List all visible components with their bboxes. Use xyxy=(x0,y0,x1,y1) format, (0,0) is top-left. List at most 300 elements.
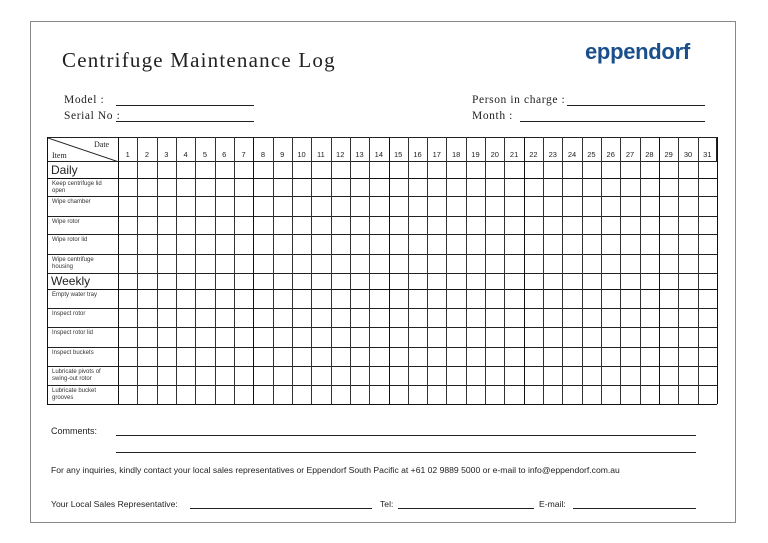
checkbox-cell[interactable] xyxy=(409,197,426,215)
checkbox-cell[interactable] xyxy=(235,367,252,384)
checkbox-cell[interactable] xyxy=(390,255,407,272)
checkbox-cell[interactable] xyxy=(274,217,291,233)
checkbox-cell[interactable] xyxy=(274,179,291,195)
checkbox-cell[interactable] xyxy=(158,367,175,384)
checkbox-cell[interactable] xyxy=(254,197,271,215)
checkbox-cell[interactable] xyxy=(641,309,658,326)
checkbox-cell[interactable] xyxy=(525,197,542,215)
checkbox-cell[interactable] xyxy=(274,367,291,384)
checkbox-cell[interactable] xyxy=(525,290,542,307)
checkbox-cell[interactable] xyxy=(312,179,329,195)
checkbox-cell[interactable] xyxy=(312,290,329,307)
checkbox-cell[interactable] xyxy=(158,328,175,346)
checkbox-cell[interactable] xyxy=(486,197,503,215)
checkbox-cell[interactable] xyxy=(447,179,464,195)
checkbox-cell[interactable] xyxy=(563,255,580,272)
checkbox-cell[interactable] xyxy=(138,255,155,272)
checkbox-cell[interactable] xyxy=(641,235,658,253)
checkbox-cell[interactable] xyxy=(177,367,194,384)
checkbox-cell[interactable] xyxy=(158,290,175,307)
checkbox-cell[interactable] xyxy=(177,328,194,346)
checkbox-cell[interactable] xyxy=(641,367,658,384)
checkbox-cell[interactable] xyxy=(119,348,136,365)
checkbox-cell[interactable] xyxy=(699,255,716,272)
checkbox-cell[interactable] xyxy=(274,348,291,365)
checkbox-cell[interactable] xyxy=(390,386,407,403)
checkbox-cell[interactable] xyxy=(583,235,600,253)
checkbox-cell[interactable] xyxy=(158,255,175,272)
month-input-line[interactable] xyxy=(520,121,705,122)
checkbox-cell[interactable] xyxy=(660,367,677,384)
checkbox-cell[interactable] xyxy=(235,290,252,307)
checkbox-cell[interactable] xyxy=(447,367,464,384)
checkbox-cell[interactable] xyxy=(119,217,136,233)
checkbox-cell[interactable] xyxy=(428,179,445,195)
checkbox-cell[interactable] xyxy=(428,386,445,403)
checkbox-cell[interactable] xyxy=(602,290,619,307)
checkbox-cell[interactable] xyxy=(409,309,426,326)
checkbox-cell[interactable] xyxy=(583,367,600,384)
checkbox-cell[interactable] xyxy=(138,179,155,195)
checkbox-cell[interactable] xyxy=(428,328,445,346)
checkbox-cell[interactable] xyxy=(351,348,368,365)
checkbox-cell[interactable] xyxy=(390,309,407,326)
checkbox-cell[interactable] xyxy=(602,309,619,326)
checkbox-cell[interactable] xyxy=(447,328,464,346)
checkbox-cell[interactable] xyxy=(409,179,426,195)
checkbox-cell[interactable] xyxy=(235,217,252,233)
checkbox-cell[interactable] xyxy=(351,309,368,326)
checkbox-cell[interactable] xyxy=(621,309,638,326)
checkbox-cell[interactable] xyxy=(312,235,329,253)
checkbox-cell[interactable] xyxy=(119,328,136,346)
checkbox-cell[interactable] xyxy=(505,328,522,346)
checkbox-cell[interactable] xyxy=(216,348,233,365)
checkbox-cell[interactable] xyxy=(428,367,445,384)
checkbox-cell[interactable] xyxy=(409,255,426,272)
checkbox-cell[interactable] xyxy=(254,309,271,326)
checkbox-cell[interactable] xyxy=(138,197,155,215)
checkbox-cell[interactable] xyxy=(428,235,445,253)
checkbox-cell[interactable] xyxy=(679,367,696,384)
checkbox-cell[interactable] xyxy=(621,255,638,272)
checkbox-cell[interactable] xyxy=(699,386,716,403)
checkbox-cell[interactable] xyxy=(621,386,638,403)
checkbox-cell[interactable] xyxy=(525,255,542,272)
checkbox-cell[interactable] xyxy=(138,348,155,365)
checkbox-cell[interactable] xyxy=(602,348,619,365)
checkbox-cell[interactable] xyxy=(544,255,561,272)
checkbox-cell[interactable] xyxy=(370,235,387,253)
checkbox-cell[interactable] xyxy=(312,367,329,384)
checkbox-cell[interactable] xyxy=(235,309,252,326)
checkbox-cell[interactable] xyxy=(505,179,522,195)
checkbox-cell[interactable] xyxy=(544,309,561,326)
model-input-line[interactable] xyxy=(116,105,254,106)
checkbox-cell[interactable] xyxy=(544,386,561,403)
checkbox-cell[interactable] xyxy=(196,386,213,403)
checkbox-cell[interactable] xyxy=(621,217,638,233)
comments-line-2[interactable] xyxy=(116,452,696,453)
checkbox-cell[interactable] xyxy=(467,348,484,365)
checkbox-cell[interactable] xyxy=(390,217,407,233)
checkbox-cell[interactable] xyxy=(138,309,155,326)
checkbox-cell[interactable] xyxy=(447,386,464,403)
checkbox-cell[interactable] xyxy=(235,386,252,403)
checkbox-cell[interactable] xyxy=(679,255,696,272)
checkbox-cell[interactable] xyxy=(660,348,677,365)
checkbox-cell[interactable] xyxy=(293,235,310,253)
checkbox-cell[interactable] xyxy=(196,290,213,307)
checkbox-cell[interactable] xyxy=(486,217,503,233)
checkbox-cell[interactable] xyxy=(602,328,619,346)
checkbox-cell[interactable] xyxy=(467,217,484,233)
checkbox-cell[interactable] xyxy=(525,386,542,403)
checkbox-cell[interactable] xyxy=(428,197,445,215)
checkbox-cell[interactable] xyxy=(274,197,291,215)
checkbox-cell[interactable] xyxy=(641,386,658,403)
checkbox-cell[interactable] xyxy=(602,217,619,233)
checkbox-cell[interactable] xyxy=(332,197,349,215)
checkbox-cell[interactable] xyxy=(544,217,561,233)
checkbox-cell[interactable] xyxy=(563,367,580,384)
checkbox-cell[interactable] xyxy=(254,179,271,195)
checkbox-cell[interactable] xyxy=(467,255,484,272)
checkbox-cell[interactable] xyxy=(583,197,600,215)
checkbox-cell[interactable] xyxy=(235,235,252,253)
checkbox-cell[interactable] xyxy=(525,328,542,346)
checkbox-cell[interactable] xyxy=(525,367,542,384)
person-input-line[interactable] xyxy=(567,105,705,106)
checkbox-cell[interactable] xyxy=(486,386,503,403)
checkbox-cell[interactable] xyxy=(621,290,638,307)
checkbox-cell[interactable] xyxy=(641,179,658,195)
checkbox-cell[interactable] xyxy=(602,197,619,215)
checkbox-cell[interactable] xyxy=(332,235,349,253)
checkbox-cell[interactable] xyxy=(274,386,291,403)
comments-line-1[interactable] xyxy=(116,435,696,436)
checkbox-cell[interactable] xyxy=(679,197,696,215)
checkbox-cell[interactable] xyxy=(660,179,677,195)
checkbox-cell[interactable] xyxy=(196,235,213,253)
checkbox-cell[interactable] xyxy=(158,348,175,365)
checkbox-cell[interactable] xyxy=(679,309,696,326)
checkbox-cell[interactable] xyxy=(235,255,252,272)
checkbox-cell[interactable] xyxy=(409,386,426,403)
checkbox-cell[interactable] xyxy=(332,386,349,403)
checkbox-cell[interactable] xyxy=(158,197,175,215)
checkbox-cell[interactable] xyxy=(544,290,561,307)
checkbox-cell[interactable] xyxy=(293,386,310,403)
checkbox-cell[interactable] xyxy=(370,386,387,403)
checkbox-cell[interactable] xyxy=(660,197,677,215)
sales-rep-input-line[interactable] xyxy=(190,508,372,509)
checkbox-cell[interactable] xyxy=(563,328,580,346)
checkbox-cell[interactable] xyxy=(158,235,175,253)
checkbox-cell[interactable] xyxy=(409,235,426,253)
checkbox-cell[interactable] xyxy=(196,348,213,365)
checkbox-cell[interactable] xyxy=(447,290,464,307)
checkbox-cell[interactable] xyxy=(505,255,522,272)
checkbox-cell[interactable] xyxy=(641,197,658,215)
checkbox-cell[interactable] xyxy=(196,197,213,215)
checkbox-cell[interactable] xyxy=(544,197,561,215)
checkbox-cell[interactable] xyxy=(370,367,387,384)
checkbox-cell[interactable] xyxy=(293,328,310,346)
checkbox-cell[interactable] xyxy=(293,290,310,307)
checkbox-cell[interactable] xyxy=(679,217,696,233)
checkbox-cell[interactable] xyxy=(312,197,329,215)
checkbox-cell[interactable] xyxy=(390,290,407,307)
checkbox-cell[interactable] xyxy=(621,179,638,195)
checkbox-cell[interactable] xyxy=(525,348,542,365)
checkbox-cell[interactable] xyxy=(660,386,677,403)
checkbox-cell[interactable] xyxy=(544,235,561,253)
checkbox-cell[interactable] xyxy=(332,348,349,365)
checkbox-cell[interactable] xyxy=(409,367,426,384)
checkbox-cell[interactable] xyxy=(158,217,175,233)
checkbox-cell[interactable] xyxy=(177,217,194,233)
checkbox-cell[interactable] xyxy=(621,235,638,253)
checkbox-cell[interactable] xyxy=(544,367,561,384)
checkbox-cell[interactable] xyxy=(351,367,368,384)
checkbox-cell[interactable] xyxy=(699,367,716,384)
checkbox-cell[interactable] xyxy=(274,255,291,272)
checkbox-cell[interactable] xyxy=(138,235,155,253)
checkbox-cell[interactable] xyxy=(293,348,310,365)
checkbox-cell[interactable] xyxy=(583,309,600,326)
checkbox-cell[interactable] xyxy=(467,235,484,253)
checkbox-cell[interactable] xyxy=(563,290,580,307)
checkbox-cell[interactable] xyxy=(583,217,600,233)
checkbox-cell[interactable] xyxy=(525,179,542,195)
checkbox-cell[interactable] xyxy=(254,290,271,307)
checkbox-cell[interactable] xyxy=(660,290,677,307)
checkbox-cell[interactable] xyxy=(138,290,155,307)
checkbox-cell[interactable] xyxy=(679,348,696,365)
checkbox-cell[interactable] xyxy=(312,348,329,365)
checkbox-cell[interactable] xyxy=(274,309,291,326)
checkbox-cell[interactable] xyxy=(138,328,155,346)
checkbox-cell[interactable] xyxy=(699,328,716,346)
checkbox-cell[interactable] xyxy=(274,328,291,346)
checkbox-cell[interactable] xyxy=(177,309,194,326)
checkbox-cell[interactable] xyxy=(235,348,252,365)
checkbox-cell[interactable] xyxy=(428,309,445,326)
checkbox-cell[interactable] xyxy=(351,235,368,253)
checkbox-cell[interactable] xyxy=(505,217,522,233)
checkbox-cell[interactable] xyxy=(312,386,329,403)
checkbox-cell[interactable] xyxy=(119,290,136,307)
checkbox-cell[interactable] xyxy=(138,217,155,233)
checkbox-cell[interactable] xyxy=(390,197,407,215)
checkbox-cell[interactable] xyxy=(679,235,696,253)
checkbox-cell[interactable] xyxy=(158,386,175,403)
checkbox-cell[interactable] xyxy=(293,197,310,215)
checkbox-cell[interactable] xyxy=(486,348,503,365)
checkbox-cell[interactable] xyxy=(525,235,542,253)
checkbox-cell[interactable] xyxy=(332,179,349,195)
checkbox-cell[interactable] xyxy=(505,309,522,326)
checkbox-cell[interactable] xyxy=(119,255,136,272)
checkbox-cell[interactable] xyxy=(370,179,387,195)
checkbox-cell[interactable] xyxy=(312,309,329,326)
checkbox-cell[interactable] xyxy=(486,235,503,253)
checkbox-cell[interactable] xyxy=(699,290,716,307)
checkbox-cell[interactable] xyxy=(621,367,638,384)
checkbox-cell[interactable] xyxy=(312,255,329,272)
checkbox-cell[interactable] xyxy=(390,328,407,346)
checkbox-cell[interactable] xyxy=(351,179,368,195)
checkbox-cell[interactable] xyxy=(583,348,600,365)
checkbox-cell[interactable] xyxy=(563,348,580,365)
checkbox-cell[interactable] xyxy=(216,255,233,272)
checkbox-cell[interactable] xyxy=(409,348,426,365)
checkbox-cell[interactable] xyxy=(505,367,522,384)
checkbox-cell[interactable] xyxy=(293,309,310,326)
checkbox-cell[interactable] xyxy=(274,290,291,307)
checkbox-cell[interactable] xyxy=(544,179,561,195)
checkbox-cell[interactable] xyxy=(660,309,677,326)
checkbox-cell[interactable] xyxy=(196,328,213,346)
checkbox-cell[interactable] xyxy=(602,367,619,384)
checkbox-cell[interactable] xyxy=(467,179,484,195)
checkbox-cell[interactable] xyxy=(660,217,677,233)
checkbox-cell[interactable] xyxy=(563,309,580,326)
checkbox-cell[interactable] xyxy=(119,386,136,403)
checkbox-cell[interactable] xyxy=(177,386,194,403)
checkbox-cell[interactable] xyxy=(196,309,213,326)
checkbox-cell[interactable] xyxy=(486,255,503,272)
checkbox-cell[interactable] xyxy=(602,179,619,195)
checkbox-cell[interactable] xyxy=(332,255,349,272)
checkbox-cell[interactable] xyxy=(447,217,464,233)
checkbox-cell[interactable] xyxy=(216,179,233,195)
checkbox-cell[interactable] xyxy=(447,309,464,326)
checkbox-cell[interactable] xyxy=(254,235,271,253)
checkbox-cell[interactable] xyxy=(351,328,368,346)
checkbox-cell[interactable] xyxy=(351,386,368,403)
checkbox-cell[interactable] xyxy=(602,386,619,403)
checkbox-cell[interactable] xyxy=(216,197,233,215)
checkbox-cell[interactable] xyxy=(138,386,155,403)
checkbox-cell[interactable] xyxy=(486,328,503,346)
checkbox-cell[interactable] xyxy=(583,179,600,195)
checkbox-cell[interactable] xyxy=(467,197,484,215)
checkbox-cell[interactable] xyxy=(544,328,561,346)
checkbox-cell[interactable] xyxy=(177,348,194,365)
checkbox-cell[interactable] xyxy=(312,217,329,233)
checkbox-cell[interactable] xyxy=(293,217,310,233)
checkbox-cell[interactable] xyxy=(158,179,175,195)
checkbox-cell[interactable] xyxy=(370,290,387,307)
checkbox-cell[interactable] xyxy=(370,309,387,326)
checkbox-cell[interactable] xyxy=(505,197,522,215)
checkbox-cell[interactable] xyxy=(177,290,194,307)
checkbox-cell[interactable] xyxy=(486,290,503,307)
checkbox-cell[interactable] xyxy=(351,290,368,307)
checkbox-cell[interactable] xyxy=(177,179,194,195)
checkbox-cell[interactable] xyxy=(699,235,716,253)
checkbox-cell[interactable] xyxy=(390,367,407,384)
checkbox-cell[interactable] xyxy=(196,255,213,272)
checkbox-cell[interactable] xyxy=(660,328,677,346)
checkbox-cell[interactable] xyxy=(641,255,658,272)
checkbox-cell[interactable] xyxy=(428,217,445,233)
checkbox-cell[interactable] xyxy=(216,309,233,326)
checkbox-cell[interactable] xyxy=(699,309,716,326)
checkbox-cell[interactable] xyxy=(351,217,368,233)
checkbox-cell[interactable] xyxy=(332,367,349,384)
checkbox-cell[interactable] xyxy=(196,217,213,233)
checkbox-cell[interactable] xyxy=(177,235,194,253)
checkbox-cell[interactable] xyxy=(196,179,213,195)
checkbox-cell[interactable] xyxy=(467,328,484,346)
checkbox-cell[interactable] xyxy=(525,217,542,233)
checkbox-cell[interactable] xyxy=(119,179,136,195)
checkbox-cell[interactable] xyxy=(235,197,252,215)
checkbox-cell[interactable] xyxy=(332,328,349,346)
checkbox-cell[interactable] xyxy=(332,217,349,233)
checkbox-cell[interactable] xyxy=(467,386,484,403)
checkbox-cell[interactable] xyxy=(351,255,368,272)
checkbox-cell[interactable] xyxy=(254,328,271,346)
checkbox-cell[interactable] xyxy=(216,367,233,384)
checkbox-cell[interactable] xyxy=(370,328,387,346)
checkbox-cell[interactable] xyxy=(370,217,387,233)
checkbox-cell[interactable] xyxy=(409,328,426,346)
checkbox-cell[interactable] xyxy=(254,386,271,403)
checkbox-cell[interactable] xyxy=(254,217,271,233)
checkbox-cell[interactable] xyxy=(235,328,252,346)
checkbox-cell[interactable] xyxy=(583,386,600,403)
checkbox-cell[interactable] xyxy=(293,367,310,384)
checkbox-cell[interactable] xyxy=(196,367,213,384)
checkbox-cell[interactable] xyxy=(138,367,155,384)
checkbox-cell[interactable] xyxy=(274,235,291,253)
checkbox-cell[interactable] xyxy=(332,309,349,326)
checkbox-cell[interactable] xyxy=(216,328,233,346)
checkbox-cell[interactable] xyxy=(216,290,233,307)
checkbox-cell[interactable] xyxy=(428,255,445,272)
checkbox-cell[interactable] xyxy=(254,348,271,365)
checkbox-cell[interactable] xyxy=(312,328,329,346)
checkbox-cell[interactable] xyxy=(641,328,658,346)
checkbox-cell[interactable] xyxy=(390,235,407,253)
checkbox-cell[interactable] xyxy=(119,197,136,215)
checkbox-cell[interactable] xyxy=(409,217,426,233)
checkbox-cell[interactable] xyxy=(641,290,658,307)
checkbox-cell[interactable] xyxy=(486,367,503,384)
email-input-line[interactable] xyxy=(573,508,696,509)
checkbox-cell[interactable] xyxy=(525,309,542,326)
checkbox-cell[interactable] xyxy=(119,309,136,326)
checkbox-cell[interactable] xyxy=(583,328,600,346)
checkbox-cell[interactable] xyxy=(660,235,677,253)
checkbox-cell[interactable] xyxy=(447,197,464,215)
checkbox-cell[interactable] xyxy=(679,179,696,195)
checkbox-cell[interactable] xyxy=(486,309,503,326)
checkbox-cell[interactable] xyxy=(467,290,484,307)
checkbox-cell[interactable] xyxy=(621,348,638,365)
checkbox-cell[interactable] xyxy=(563,197,580,215)
checkbox-cell[interactable] xyxy=(621,328,638,346)
checkbox-cell[interactable] xyxy=(505,386,522,403)
checkbox-cell[interactable] xyxy=(216,235,233,253)
checkbox-cell[interactable] xyxy=(505,290,522,307)
checkbox-cell[interactable] xyxy=(370,348,387,365)
checkbox-cell[interactable] xyxy=(119,235,136,253)
